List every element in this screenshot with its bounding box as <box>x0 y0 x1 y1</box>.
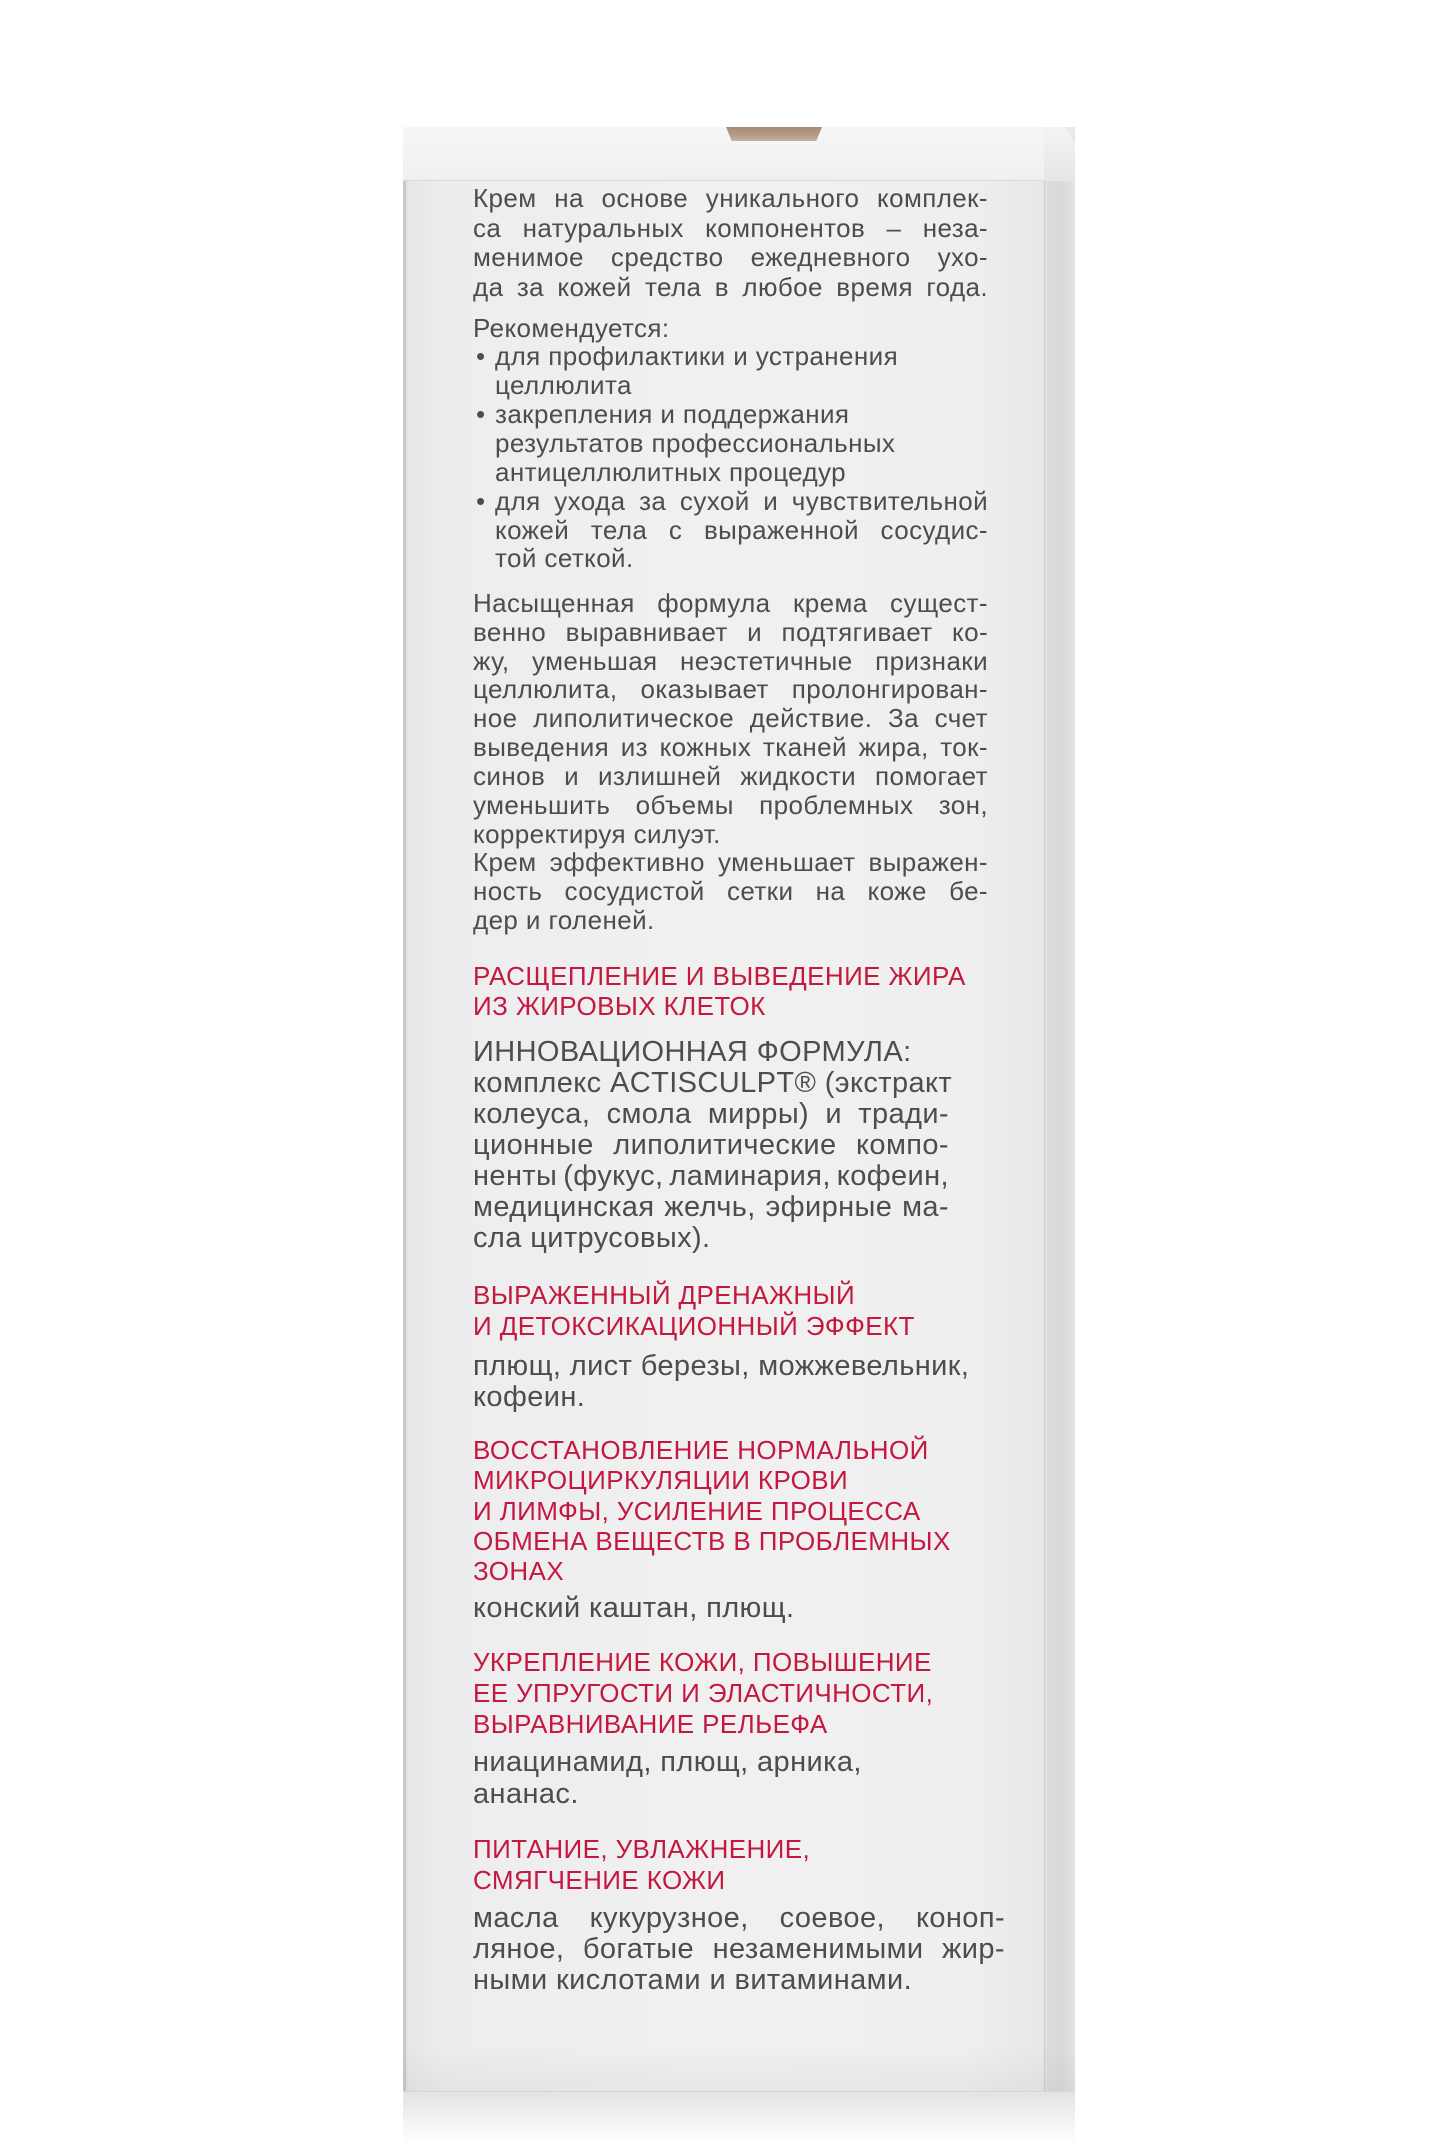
section-body-line: конский каштан, плющ. <box>473 1592 795 1624</box>
section-body-line: ненты (фукус, ламинария, кофеин, <box>473 1159 949 1192</box>
box-left-edge <box>403 127 406 2092</box>
section-heading-line: УКРЕПЛЕНИЕ КОЖИ, ПОВЫШЕНИЕ <box>473 1647 932 1677</box>
intro-line: да за кожей тела в любое время года. <box>473 271 988 302</box>
section-heading-line: ВЫРАВНИВАНИЕ РЕЛЬЕФА <box>473 1709 828 1739</box>
section-heading-line: И ЛИМФЫ, УСИЛЕНИЕ ПРОЦЕССА <box>473 1495 921 1526</box>
section-body-line: сла цитрусовых). <box>473 1221 711 1254</box>
bullet-item <box>473 400 988 487</box>
section-body-line: ниацинамид, плющ, арника, <box>473 1746 862 1778</box>
section-heading-line: СМЯГЧЕНИЕ КОЖИ <box>473 1864 726 1895</box>
section-heading-line: ОБМЕНА ВЕЩЕСТВ В ПРОБЛЕМНЫХ <box>473 1525 951 1556</box>
section-body-line: колеуса, смола мирры) и тради- <box>473 1097 949 1130</box>
bullet-line: кожей тела с выраженной сосудис- <box>495 514 988 545</box>
box-reflection <box>403 2092 1075 2144</box>
description-line: ность сосудистой сетки на коже бе- <box>473 876 988 907</box>
section-body <box>473 1746 1013 1810</box>
description-line: дер и голеней. <box>473 905 655 936</box>
bullet-line: той сеткой. <box>495 543 634 574</box>
intro-line: са натуральных компонентов – неза- <box>473 212 988 243</box>
description-line: уменьшить объемы проблемных зон, <box>473 789 988 820</box>
recommended-list <box>473 314 988 574</box>
section-heading-line: ЗОНАХ <box>473 1556 565 1586</box>
bullet-line: результатов профессиональных <box>495 428 896 459</box>
bullet-line: целлюлита <box>495 370 632 401</box>
intro-line: Крем на основе уникального комплек- <box>473 183 988 213</box>
section-heading-line: И ДЕТОКСИКАЦИОННЫЙ ЭФФЕКТ <box>473 1311 915 1341</box>
section-body-line: комплекс ACTISCULPT® (экстракт <box>473 1066 953 1099</box>
bullet-item <box>473 342 988 400</box>
box-top-flap <box>403 127 1044 181</box>
section-heading-line: РАСЩЕПЛЕНИЕ И ВЫВЕДЕНИЕ ЖИРА <box>473 961 966 991</box>
section-body <box>473 1593 1013 1624</box>
description-line: жу, уменьшая неэстетичные признаки <box>473 645 988 676</box>
section-body-line: ИННОВАЦИОННАЯ ФОРМУЛА: <box>473 1035 912 1068</box>
bullet-line: для ухода за сухой и чувствительной <box>495 485 988 516</box>
bullet-symbol: • <box>476 485 486 516</box>
flap-tuck-tab <box>726 127 822 141</box>
section-heading-line: ЕЕ УПРУГОСТИ И ЭЛАСТИЧНОСТИ, <box>473 1678 934 1708</box>
section-heading-line: МИКРОЦИРКУЛЯЦИИ КРОВИ <box>473 1465 849 1496</box>
box-bottom-edge <box>403 2046 1075 2092</box>
section-heading <box>473 1280 1013 1342</box>
recommended-title: Рекомендуется: <box>473 312 670 343</box>
description-line: корректируя силуэт. <box>473 818 721 849</box>
section-heading <box>473 962 1013 1021</box>
section-heading <box>473 1647 1013 1740</box>
bullet-line: закрепления и поддержания <box>495 399 850 430</box>
intro-line: менимое средство ежедневного ухо- <box>473 242 988 273</box>
section-heading-line: ПИТАНИЕ, УВЛАЖНЕНИЕ, <box>473 1833 811 1864</box>
bullet-line: антицеллюлитных процедур <box>495 456 847 487</box>
intro-paragraph <box>473 184 988 302</box>
bullet-symbol: • <box>476 341 486 372</box>
description-line: синов и излишней жидкости помогает <box>473 760 988 791</box>
section-heading-line: ИЗ ЖИРОВЫХ КЛЕТОК <box>473 990 766 1021</box>
section-body-line: ананас. <box>473 1778 579 1810</box>
description-line: ное липолитическое действие. За счет <box>473 703 988 734</box>
section-heading <box>473 1435 1013 1586</box>
section-body <box>473 1037 1013 1254</box>
section-body-line: кофеин. <box>473 1381 586 1413</box>
section-body-line: плющ, лист березы, можжевельник, <box>473 1350 970 1382</box>
box-side-panel <box>1044 181 1075 2092</box>
bullet-symbol: • <box>476 399 486 430</box>
description-paragraph <box>473 589 988 935</box>
description-line: Насыщенная формула крема сущест- <box>473 588 988 618</box>
section-body-line: масла кукурузное, соевое, коноп- <box>473 1901 1005 1934</box>
description-line: Крем эффективно уменьшает выражен- <box>473 847 988 878</box>
description-line: выведения из кожных тканей жира, ток- <box>473 732 988 763</box>
description-line: целлюлита, оказывает пролонгирован- <box>473 674 988 705</box>
section-heading-line: ВЫРАЖЕННЫЙ ДРЕНАЖНЫЙ <box>473 1280 856 1310</box>
section-body-line: ционные липолитические компо- <box>473 1128 949 1161</box>
section-body-line: ными кислотами и витаминами. <box>473 1963 913 1996</box>
bullet-line: для профилактики и устранения <box>495 341 899 372</box>
section-body <box>473 1351 1013 1413</box>
section-body <box>473 1903 1013 1996</box>
product-box-back-panel <box>403 127 1075 2092</box>
description-line: венно выравнивает и подтягивает ко- <box>473 616 988 647</box>
bullet-item <box>473 487 988 574</box>
section-body-line: медицинская желчь, эфирные ма- <box>473 1190 949 1223</box>
section-heading-line: ВОССТАНОВЛЕНИЕ НОРМАЛЬНОЙ <box>473 1435 929 1465</box>
section-heading <box>473 1834 1013 1896</box>
section-body-line: ляное, богатые незаменимыми жир- <box>473 1932 1005 1965</box>
box-side-flap <box>1044 127 1075 181</box>
